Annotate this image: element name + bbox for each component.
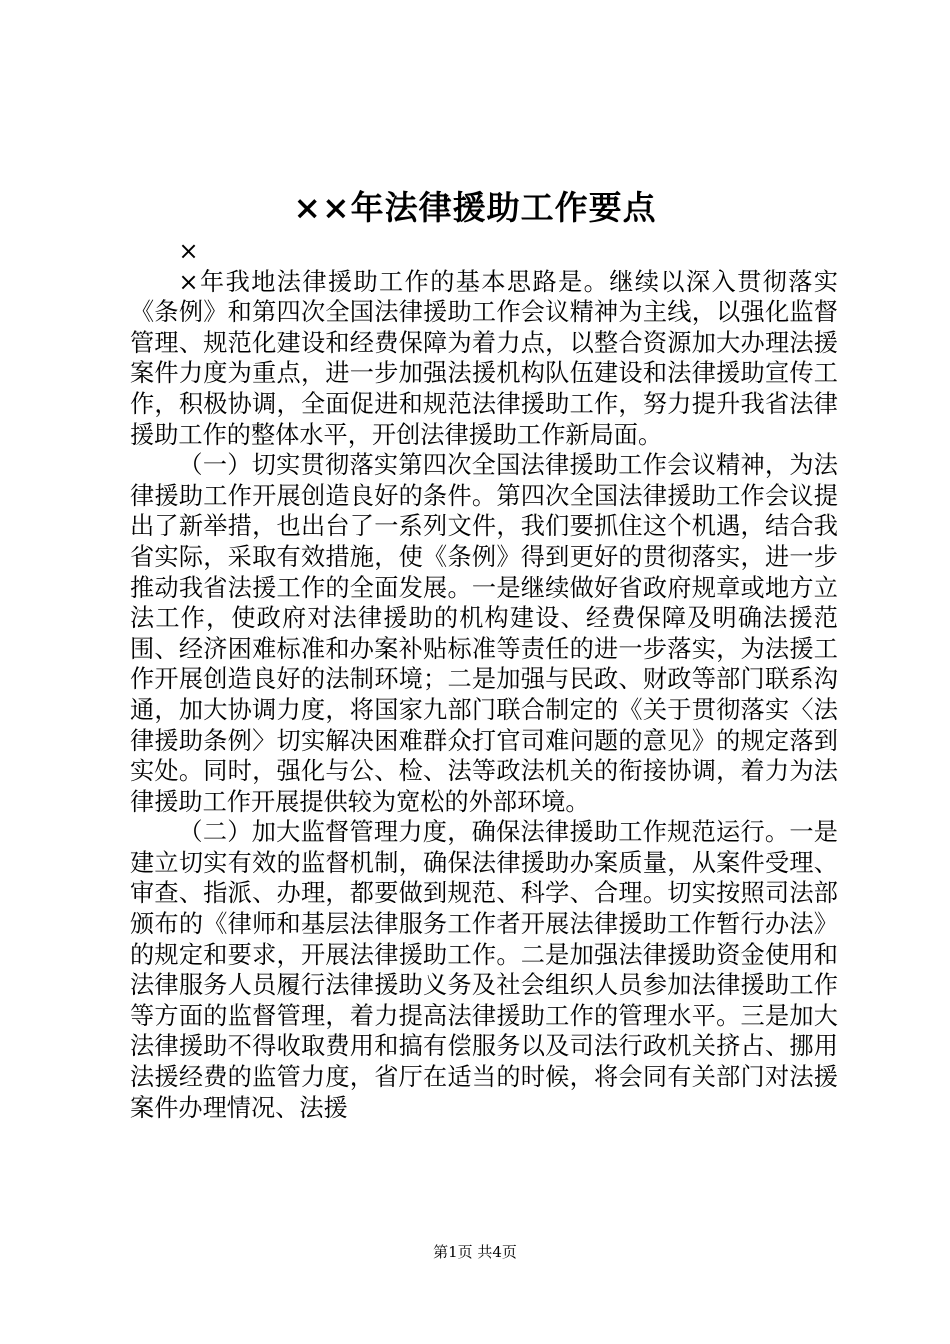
paragraph-section-2: （二）加大监督管理力度，确保法律援助工作规范运行。一是建立切实有效的监督机制，确保法律援助办案质量，从案件受理、审查、指派、办理，都要做到规范、科学、合理。切实按照司法部颁布的《律师和基层法律服务工作者开展法律援助工作暂行办法》的规定和要求，开展法律援助工作。二是加强法律援助资金使用和法律服务人员履行法律援助义务及社会组织人员参加法律援助工作等方面的监督管理，着力提高法律援助工作的管理水平。三是加大法律援助不得收取费用和搞有偿服务以及司法行政机关挤占、挪用法援经费的监管力度，省厅在适当的时候，将会同有关部门对法援案件办理情况、法援 [130,818,838,1122]
paragraph-section-1: （一）切实贯彻落实第四次全国法律援助工作会议精神，为法律援助工作开展创造良好的条件。第四次全国法律援助工作会议提出了新举措，也出台了一系列文件，我们要抓住这个机遇，结合我省实际，采取有效措施，使《条例》得到更好的贯彻落实，进一步推动我省法援工作的全面发展。一是继续做好省政府规章或地方立法工作，使政府对法律援助的机构建设、经费保障及明确法援范围、经济困难标准和办案补贴标准等责任的进一步落实，为法援工作开展创造良好的法制环境；二是加强与民政、财政等部门联系沟通，加大协调力度，将国家九部门联合制定的《关于贯彻落实〈法律援助条例〉切实解决困难群众打官司难问题的意见》的规定落到实处。同时，强化与公、检、法等政法机关的衔接协调，着力为法律援助工作开展提供较为宽松的外部环境。 [130,451,838,816]
page-footer: 第1页 共4页 [433,1243,517,1261]
paragraph-intro: ×年我地法律援助工作的基本思路是。继续以深入贯彻落实《条例》和第四次全国法律援助工作会议精神为主线，以强化监督管理、规范化建设和经费保障为着力点，以整合资源加大办理法援案件力度为重点，进一步加强法援机构队伍建设和法律援助宣传工作，积极协调，全面促进和规范法律援助工作，努力提升我省法律援助工作的整体水平，开创法律援助工作新局面。 [130,267,838,449]
paragraph-marker: × [178,237,199,265]
document-title: ××年法律援助工作要点 [293,188,657,227]
document-body [130,236,838,1123]
